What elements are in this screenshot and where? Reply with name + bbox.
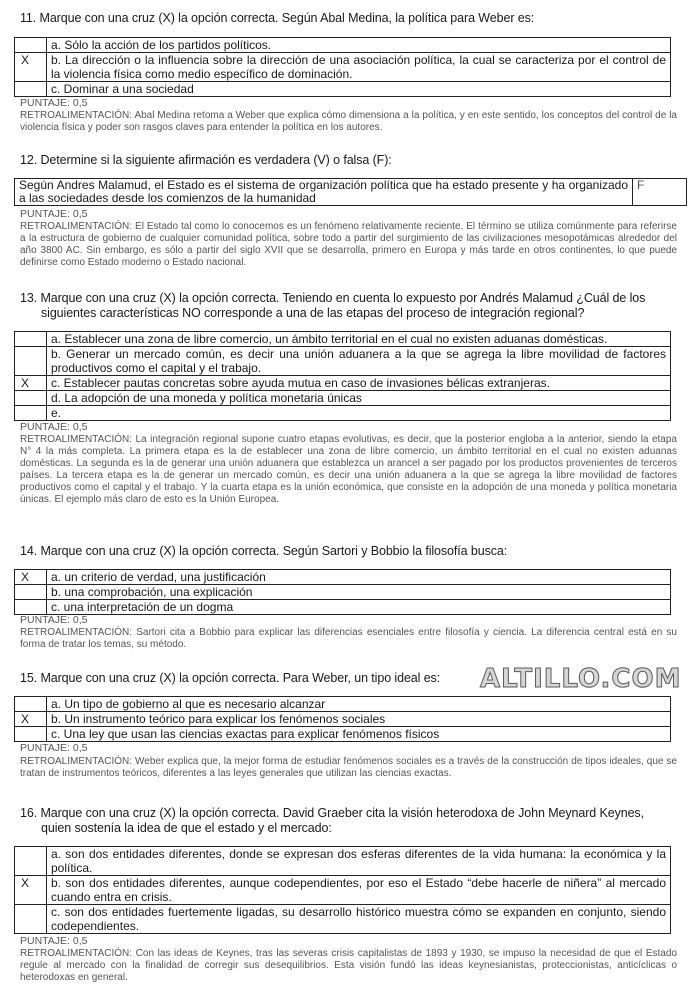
question-12-statement-table	[14, 178, 687, 206]
true-false-answer[interactable]: F	[633, 179, 687, 206]
question-14-options	[14, 569, 671, 615]
question-15-score: PUNTAJE: 0,5	[20, 742, 88, 754]
question-12-feedback: RETROALIMENTACIÓN: El Estado tal como lo conocemos es un fenómeno relativamente reciente. El término se utiliza comúnmente para referirse a la estructura de gobierno de cualquier comunidad política, sobre todo a partir del surgimiento de las civilizaciones mesopotámicas alrededor del año 3800 AC. Sin embargo, es sólo a partir del siglo XVII que se desarrolla, primero en Europa y más tarde en otros continentes, lo que puede definirse como Estado moderno o Estado nacional.	[20, 221, 677, 268]
question-15-title: 15. Marque con una cruz (X) la opción correcta. Para Weber, un tipo ideal es:	[20, 671, 441, 685]
question-13-feedback: RETROALIMENTACIÓN: La integración regional supone cuatro etapas evolutivas, es decir, que la posterior engloba a la anterior, siendo la etapa N° 4 la más completa. La primera etapa es la de establecer una zona de libre comercio, un ámbito territorial en el cual no existen aduanas domésticas. La segunda es la de generar una unión aduanera que establezca un arancel a ser pagado por los productos provenientes de terceros países. La tercera etapa es la de generar un mercado común, es decir una unión aduanera a la que se agrega la libre movilidad de factores productivos como el capital y el trabajo. Y la cuarta etapa es la unión económica, que consiste en la adopción de una moneda y política monetaria únicas. El ejemplo más claro de esto es la Unión Europea.	[20, 434, 677, 505]
option-mark[interactable]	[15, 847, 47, 876]
option-row[interactable]	[15, 332, 671, 347]
option-text: e.	[47, 406, 671, 421]
option-mark[interactable]	[15, 585, 47, 600]
question-11-score: PUNTAJE: 0,5	[20, 97, 88, 109]
option-mark[interactable]	[15, 332, 47, 347]
option-text: b. una comprobación, una explicación	[47, 585, 671, 600]
option-row[interactable]	[15, 712, 671, 727]
question-14-feedback: RETROALIMENTACIÓN: Sartori cita a Bobbio para explicar las diferencias esenciales entre filosofía y ciencia. La diferencia central está en su forma de tratar los temas, su método.	[20, 627, 677, 650]
option-row[interactable]	[15, 727, 671, 742]
question-13-score: PUNTAJE: 0,5	[20, 421, 88, 433]
option-mark[interactable]	[15, 905, 47, 934]
option-row[interactable]	[15, 82, 671, 97]
question-13-options	[14, 331, 671, 421]
option-mark[interactable]	[15, 347, 47, 376]
question-16-title-line2: quien sostenía la idea de que el estado y el mercado:	[41, 821, 332, 835]
option-text: a. son dos entidades diferentes, donde se expresan dos esferas diferentes de la vida humana: la económica y la política.	[47, 847, 671, 876]
option-text: c. Establecer pautas concretas sobre ayuda mutua en caso de invasiones bélicas extranjeras.	[47, 376, 671, 391]
statement-row	[15, 179, 687, 206]
option-row[interactable]	[15, 391, 671, 406]
option-row[interactable]	[15, 570, 671, 585]
option-text: b. Generar un mercado común, es decir una unión aduanera a la que se agrega la libre movilidad de factores productivos como el capital y el trabajo.	[47, 347, 671, 376]
option-text: b. La dirección o la influencia sobre la dirección de una asociación política, la cual se caracteriza por el control de la violencia física como medio específico de dominación.	[47, 53, 671, 82]
option-mark[interactable]: X	[15, 876, 47, 905]
option-text: c. son dos entidades fuertemente ligadas, su desarrollo histórico muestra cómo se expanden en conjunto, siendo codependientes.	[47, 905, 671, 934]
option-row[interactable]	[15, 905, 671, 934]
altillo-watermark-logo: ALTILLO.COM	[480, 664, 682, 694]
question-16-title	[20, 806, 680, 836]
option-text: b. son dos entidades diferentes, aunque codependientes, por eso el Estado “debe hacerle de niñera” al mercado cuando entra en crisis.	[47, 876, 671, 905]
question-11-title: 11. Marque con una cruz (X) la opción correcta. Según Abal Medina, la política para Weber es:	[20, 11, 535, 25]
option-mark[interactable]: X	[15, 712, 47, 727]
option-row[interactable]	[15, 406, 671, 421]
question-11-feedback: RETROALIMENTACIÓN: Abal Medina retoma a Weber que explica cómo dimensiona a la política, y en este sentido, los conceptos del control de la violencia física y poder son rasgos claves para entender la política en los autores.	[20, 110, 677, 133]
option-text: a. Sólo la acción de los partidos políticos.	[47, 38, 671, 53]
question-15-feedback: RETROALIMENTACIÓN: Weber explica que, la mejor forma de estudiar fenómenos sociales es a través de la construcción de tipos ideales, que se tratan de instrumentos teóricos, diferentes a las leyes generales que utilizan las ciencias exactas.	[20, 756, 677, 779]
option-text: c. una interpretación de un dogma	[47, 600, 671, 615]
option-text: a. Un tipo de gobierno al que es necesario alcanzar	[47, 697, 671, 712]
option-mark[interactable]: X	[15, 376, 47, 391]
option-row[interactable]	[15, 53, 671, 82]
option-row[interactable]	[15, 697, 671, 712]
option-mark[interactable]: X	[15, 53, 47, 82]
option-row[interactable]	[15, 585, 671, 600]
question-12-title: 12. Determine si la siguiente afirmación es verdadera (V) o falsa (F):	[20, 153, 392, 167]
option-mark[interactable]	[15, 391, 47, 406]
question-13-title-line2: siguientes características NO corresponde a una de las etapas del proceso de integración regional?	[41, 306, 585, 320]
question-16-feedback: RETROALIMENTACIÓN: Con las ideas de Keynes, tras las severas crisis capitalistas de 1893 y 1930, se impuso la necesidad de que el Estado regule al mercado con la finalidad de corregir sus desequilibrios. Esta visión fundó las ideas keynesianistas, proteccionistas, anticíclicas o heterodoxas en general.	[20, 948, 677, 983]
option-text: d. La adopción de una moneda y política monetaria únicas	[47, 391, 671, 406]
option-mark[interactable]	[15, 406, 47, 421]
question-15-options	[14, 696, 671, 742]
option-text: b. Un instrumento teórico para explicar los fenómenos sociales	[47, 712, 671, 727]
option-mark[interactable]	[15, 697, 47, 712]
option-mark[interactable]	[15, 38, 47, 53]
question-16-options	[14, 846, 671, 934]
question-16-score: PUNTAJE: 0,5	[20, 935, 88, 947]
option-mark[interactable]	[15, 82, 47, 97]
question-12-score: PUNTAJE: 0,5	[20, 208, 88, 220]
option-text: a. un criterio de verdad, una justificación	[47, 570, 671, 585]
option-row[interactable]	[15, 38, 671, 53]
option-mark[interactable]: X	[15, 570, 47, 585]
question-14-score: PUNTAJE: 0,5	[20, 614, 88, 626]
option-row[interactable]	[15, 876, 671, 905]
option-row[interactable]	[15, 600, 671, 615]
question-13-title	[20, 291, 680, 321]
option-text: a. Establecer una zona de libre comercio, un ámbito territorial en el cual no existen aduanas domésticas.	[47, 332, 671, 347]
statement-text: Según Andres Malamud, el Estado es el sistema de organización política que ha estado presente y ha organizado a las sociedades desde los comienzos de la humanidad	[15, 179, 633, 206]
question-13-title-line1: 13. Marque con una cruz (X) la opción correcta. Teniendo en cuenta lo expuesto por Andrés Malamud ¿Cuál de los	[20, 291, 646, 305]
option-row[interactable]	[15, 847, 671, 876]
option-row[interactable]	[15, 376, 671, 391]
question-11-options	[14, 37, 671, 97]
question-14-title: 14. Marque con una cruz (X) la opción correcta. Según Sartori y Bobbio la filosofía busca:	[20, 544, 508, 558]
option-mark[interactable]	[15, 600, 47, 615]
question-16-title-line1: 16. Marque con una cruz (X) la opción correcta. David Graeber cita la visión heterodoxa de John Meynard Keynes,	[20, 806, 644, 820]
option-text: c. Una ley que usan las ciencias exactas para explicar fenómenos físicos	[47, 727, 671, 742]
option-mark[interactable]	[15, 727, 47, 742]
option-text: c. Dominar a una sociedad	[47, 82, 671, 97]
option-row[interactable]	[15, 347, 671, 376]
